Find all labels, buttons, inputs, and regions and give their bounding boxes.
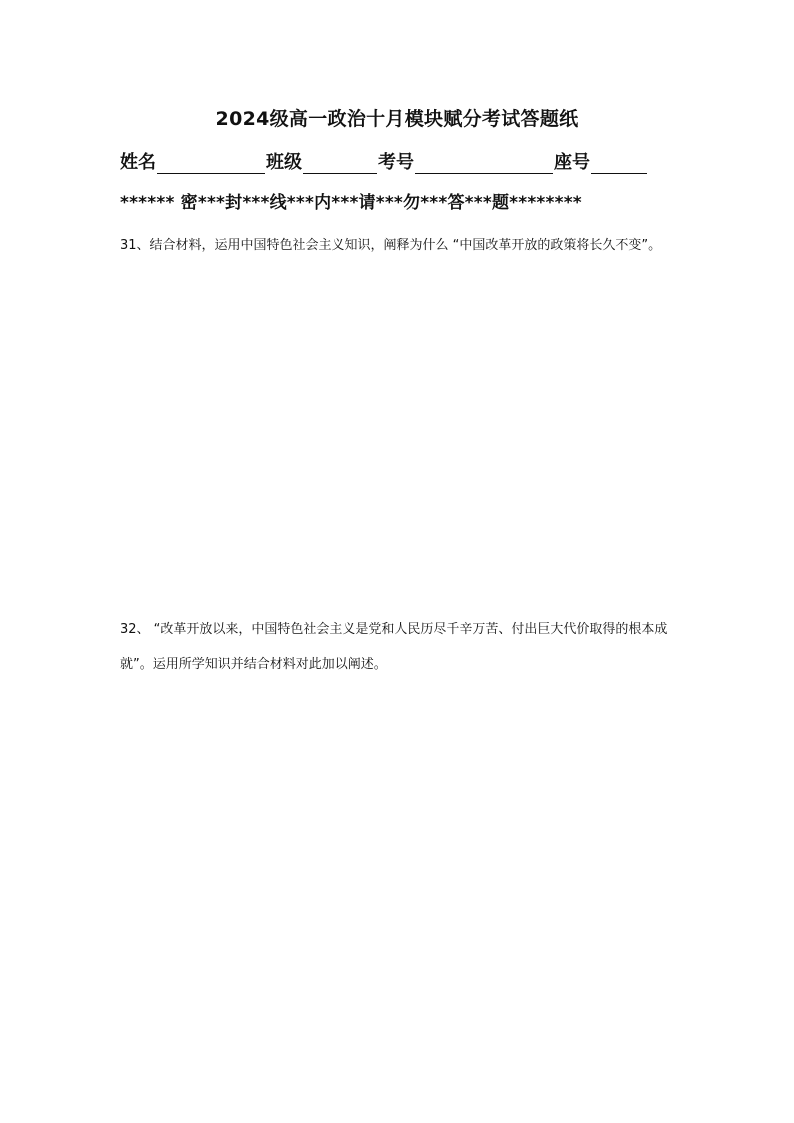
student-info-row [120, 148, 660, 174]
question-31 [120, 228, 682, 263]
exam-no-label: 考号 [378, 152, 414, 173]
question-text: 结合材料，运用中国特色社会主义知识，阐释为什么 “中国改革开放的政策将长久不变”。 [149, 238, 662, 253]
name-field[interactable] [157, 155, 265, 174]
seal-line: ****** 密***封***线***内***请***勿***答***题******** [120, 193, 582, 213]
question-text: “改革开放以来，中国特色社会主义是党和人民历尽千辛万苦、付出巨大代价取得的根本成就”。运用所学知识并结合材料对此加以阐述。 [120, 622, 668, 672]
question-number: 31、 [120, 238, 150, 253]
page-title: 2024级高一政治十月模块赋分考试答题纸 [215, 108, 579, 130]
question-number: 32、 [120, 622, 150, 637]
name-label: 姓名 [120, 152, 156, 173]
question-32 [120, 612, 682, 682]
class-label: 班级 [266, 152, 302, 173]
class-field[interactable] [303, 155, 377, 174]
exam-no-field[interactable] [415, 155, 553, 174]
seat-field[interactable] [591, 155, 647, 174]
seat-label: 座号 [554, 152, 590, 173]
